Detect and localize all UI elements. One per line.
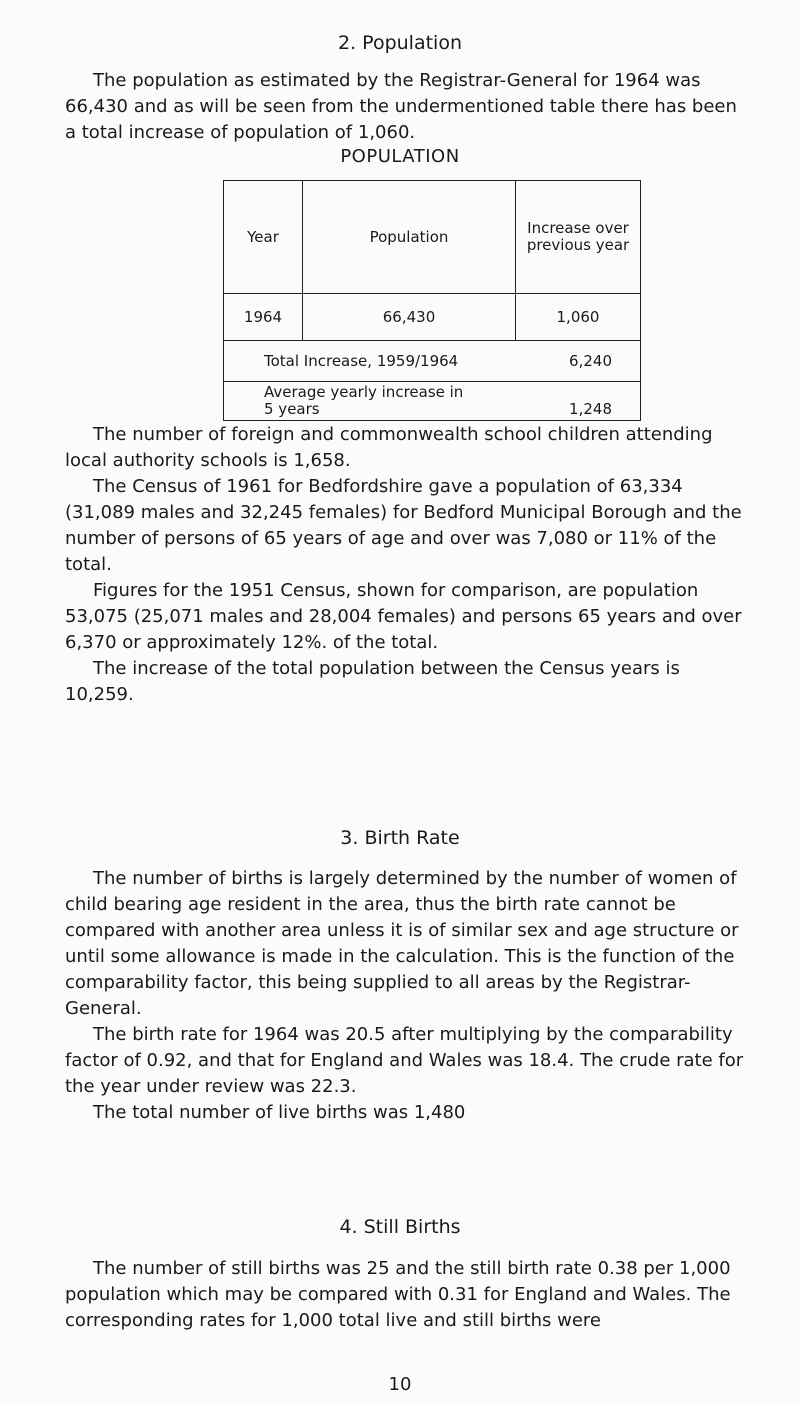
average-label-line2: 5 years: [264, 400, 320, 418]
table-title: POPULATION: [340, 146, 460, 167]
table-row: [224, 294, 641, 341]
paragraph: The total number of live births was 1,480: [93, 1102, 466, 1123]
paragraph: The population as estimated by the Registrar-General for 1964 was 66,430 and as will be seen from the undermentioned table there has been a total increase of population of 1,060.: [65, 70, 737, 143]
paragraph: The birth rate for 1964 was 20.5 after multiplying by the comparability factor of 0.92, and that for England and Wales was 18.4. The crude rate for the year under review was 22.3.: [65, 1024, 744, 1097]
paragraph: The number of births is largely determined by the number of women of child bearing age resident in the area, thus the birth rate cannot be compared with another area unless it is of similar sex and age structure or until some allowance is made in the calculation. This is the function of the comparability factor, this being supplied to all areas by the Registrar-General.: [65, 868, 739, 1019]
paragraph: The increase of the total population between the Census years is 10,259.: [65, 658, 680, 705]
table-row-total: [224, 341, 641, 382]
table-row-average: [224, 382, 641, 421]
header-year: Year: [224, 181, 303, 294]
paragraph: Figures for the 1951 Census, shown for comparison, are population 53,075 (25,071 males and 28,004 females) and persons 65 years and over 6,370 or approximately 12%. of the total.: [65, 580, 742, 653]
header-increase: Increase over previous year: [516, 181, 641, 294]
section-heading-still-births: 4. Still Births: [339, 1216, 461, 1238]
still-births-text: [65, 1256, 745, 1334]
section-heading-population: 2. Population: [338, 32, 462, 54]
paragraph: The number of still births was 25 and the still birth rate 0.38 per 1,000 population which may be compared with 0.31 for England and Wales. The corresponding rates for 1,000 total live and still births were: [65, 1258, 731, 1331]
population-intro: [65, 68, 745, 146]
header-population: Population: [303, 181, 516, 294]
page-number: 10: [388, 1374, 412, 1395]
cell-increase: 1,060: [516, 294, 641, 341]
average-value: 1,248: [569, 400, 612, 418]
table-header-row: [224, 181, 641, 294]
birth-rate-text: [65, 866, 745, 1126]
population-table: [223, 180, 641, 421]
cell-population: 66,430: [303, 294, 516, 341]
cell-year: 1964: [224, 294, 303, 341]
total-increase-value: 6,240: [569, 352, 612, 370]
section-heading-birth-rate: 3. Birth Rate: [340, 827, 460, 849]
total-increase-label: Total Increase, 1959/1964: [264, 352, 459, 370]
average-label-line1: Average yearly increase in: [264, 383, 464, 401]
population-details: [65, 422, 745, 708]
paragraph: The Census of 1961 for Bedfordshire gave a population of 63,334 (31,089 males and 32,245 females) for Bedford Municipal Borough and the number of persons of 65 years of age and over was 7,080 or 11% of the total.: [65, 476, 742, 575]
paragraph: The number of foreign and commonwealth school children attending local authority schools is 1,658.: [65, 424, 713, 471]
